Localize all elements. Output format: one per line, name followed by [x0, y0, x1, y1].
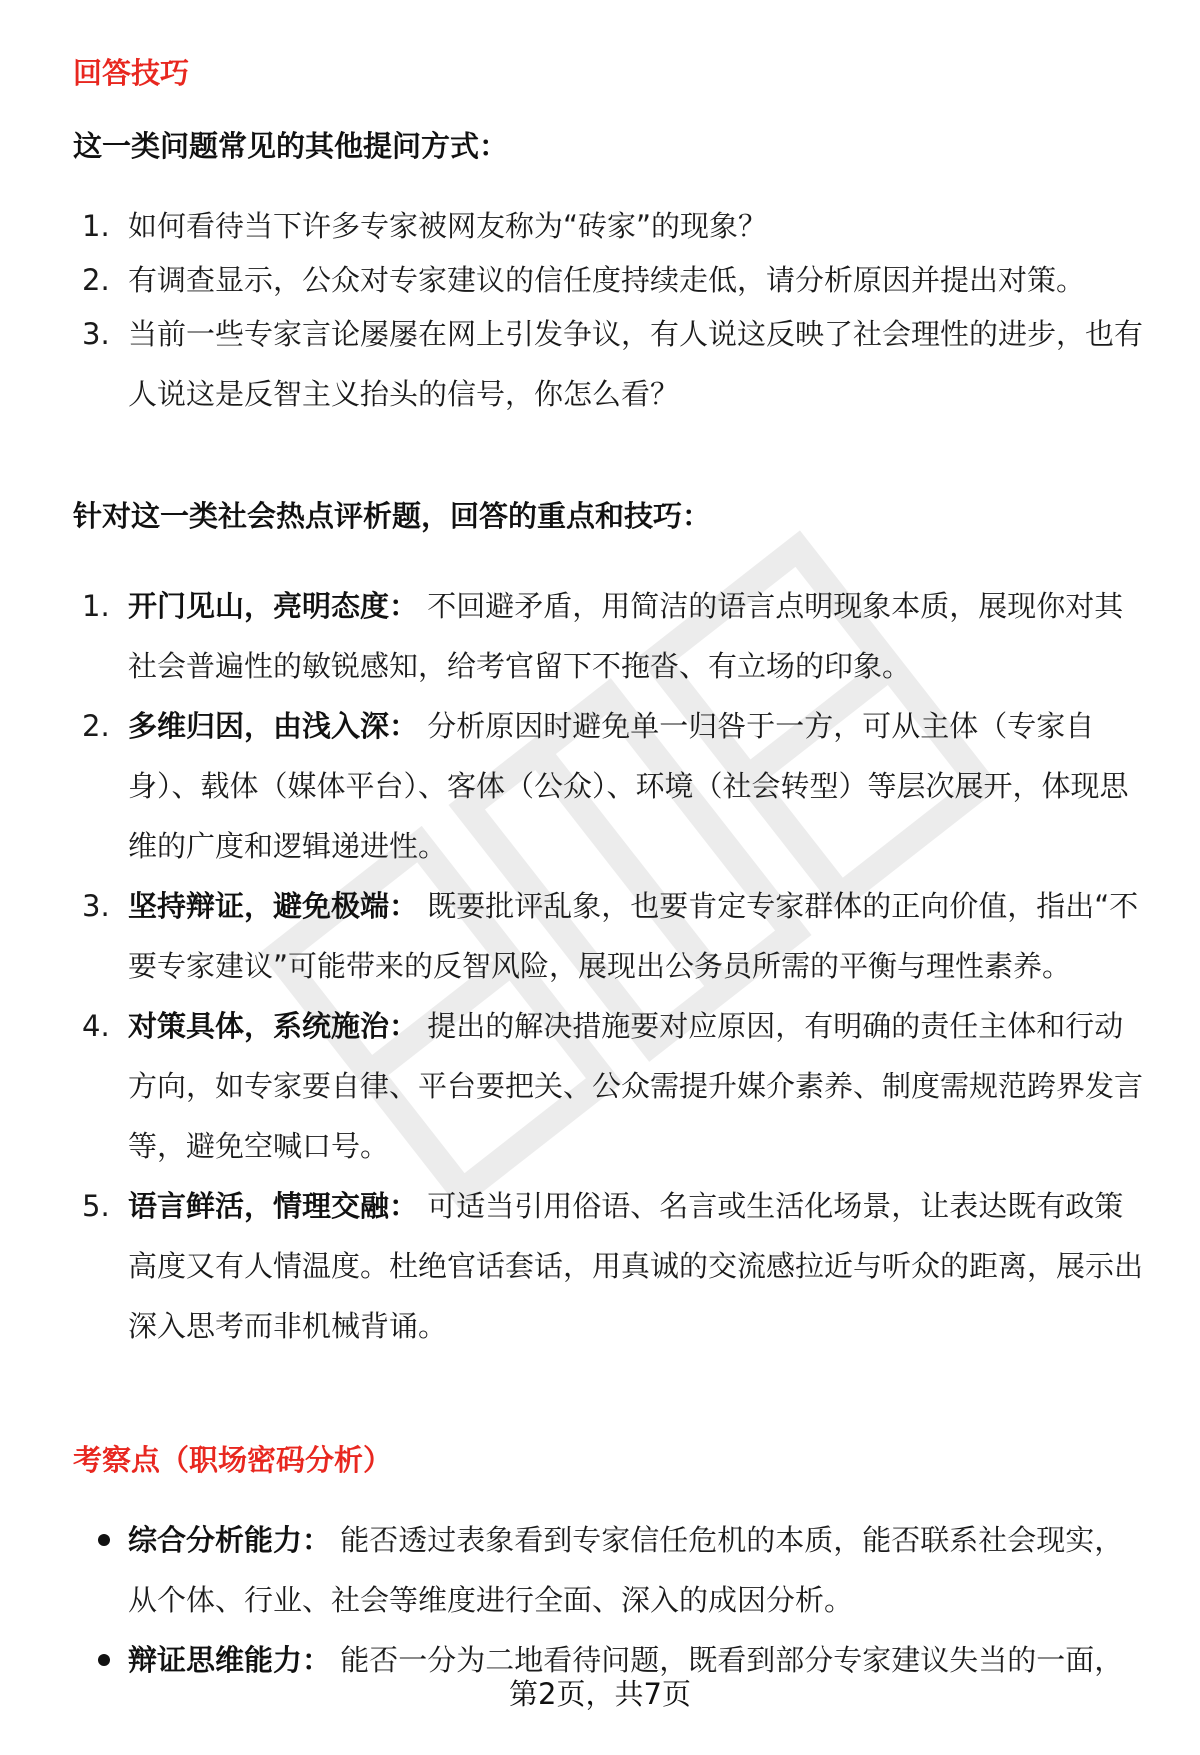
item-text	[128, 576, 1150, 696]
tips-list	[0, 576, 1200, 1356]
item-body: 能否一分为二地看待问题，既看到部分专家建议失当的一面，	[340, 1643, 1124, 1677]
assessment-points-list	[0, 1510, 1200, 1690]
item-text	[128, 696, 1150, 876]
item-lead: 多维归因，由浅入深：	[128, 709, 419, 743]
section-title-assessment: 考察点（职场密码分析）	[73, 1443, 393, 1477]
list-item	[0, 876, 1200, 996]
list-item	[0, 304, 1200, 424]
item-number: 5.	[82, 1189, 110, 1223]
item-number: 3.	[82, 889, 110, 923]
item-lead: 辩证思维能力：	[128, 1643, 332, 1677]
list-item	[0, 196, 1200, 256]
item-number: 2.	[82, 709, 110, 743]
item-number: 1.	[82, 589, 110, 623]
item-number: 3.	[82, 317, 110, 351]
item-text: 有调查显示，公众对专家建议的信任度持续走低，请分析原因并提出对策。	[128, 263, 1086, 297]
list-item	[0, 1176, 1200, 1356]
bullet-icon	[98, 1534, 110, 1546]
item-body: 能否透过表象看到专家信任危机的本质，能否联系社会现实，从个体、行业、社会等维度进行全面、深入的成因分析。	[128, 1523, 1124, 1617]
section-title: 回答技巧	[73, 56, 190, 90]
item-number: 2.	[82, 263, 110, 297]
bullet-icon	[98, 1654, 110, 1666]
item-body: 既要批评乱象，也要肯定专家群体的正向价值，指出“不要专家建议”可能带来的反智风险，展现出公务员所需的平衡与理性素养。	[128, 889, 1139, 983]
item-text	[128, 1176, 1150, 1356]
page-number-footer: 第2页，共7页	[509, 1677, 691, 1711]
item-body: 提出的解决措施要对应原因，有明确的责任主体和行动方向，如专家要自律、平台要把关、公众需提升媒介素养、制度需规范跨界发言等，避免空喊口号。	[128, 1009, 1144, 1163]
item-lead: 对策具体，系统施治：	[128, 1009, 419, 1043]
item-text: 当前一些专家言论屡屡在网上引发争议，有人说这反映了社会理性的进步，也有人说这是反智主义抬头的信号，你怎么看？	[128, 317, 1144, 411]
item-lead: 坚持辩证，避免极端：	[128, 889, 419, 923]
item-body: 分析原因时避免单一归咎于一方，可从主体（专家自身）、载体（媒体平台）、客体（公众）、环境（社会转型）等层次展开，体现思维的广度和逻辑递进性。	[128, 709, 1129, 863]
item-lead: 开门见山，亮明态度：	[128, 589, 419, 623]
subheading-other-questions: 这一类问题常见的其他提问方式：	[73, 129, 509, 163]
list-item	[0, 996, 1200, 1176]
item-lead: 综合分析能力：	[128, 1523, 332, 1557]
question-list	[0, 196, 1200, 424]
item-text	[128, 876, 1150, 996]
item-lead: 语言鲜活，情理交融：	[128, 1189, 419, 1223]
item-text	[128, 1510, 1150, 1630]
list-item	[0, 696, 1200, 876]
item-text: 如何看待当下许多专家被网友称为“砖家”的现象？	[128, 209, 768, 243]
list-item	[0, 576, 1200, 696]
item-body: 不回避矛盾，用简洁的语言点明现象本质，展现你对其社会普遍性的敏锐感知，给考官留下不拖沓、有立场的印象。	[128, 589, 1124, 683]
item-number: 4.	[82, 1009, 110, 1043]
list-item	[0, 250, 1200, 310]
subheading-tips: 针对这一类社会热点评析题，回答的重点和技巧：	[73, 499, 712, 533]
item-text	[128, 996, 1150, 1176]
item-number: 1.	[82, 209, 110, 243]
item-body: 可适当引用俗语、名言或生活化场景，让表达既有政策高度又有人情温度。杜绝官话套话，用真诚的交流感拉近与听众的距离，展示出深入思考而非机械背诵。	[128, 1189, 1144, 1343]
list-item	[0, 1510, 1200, 1630]
